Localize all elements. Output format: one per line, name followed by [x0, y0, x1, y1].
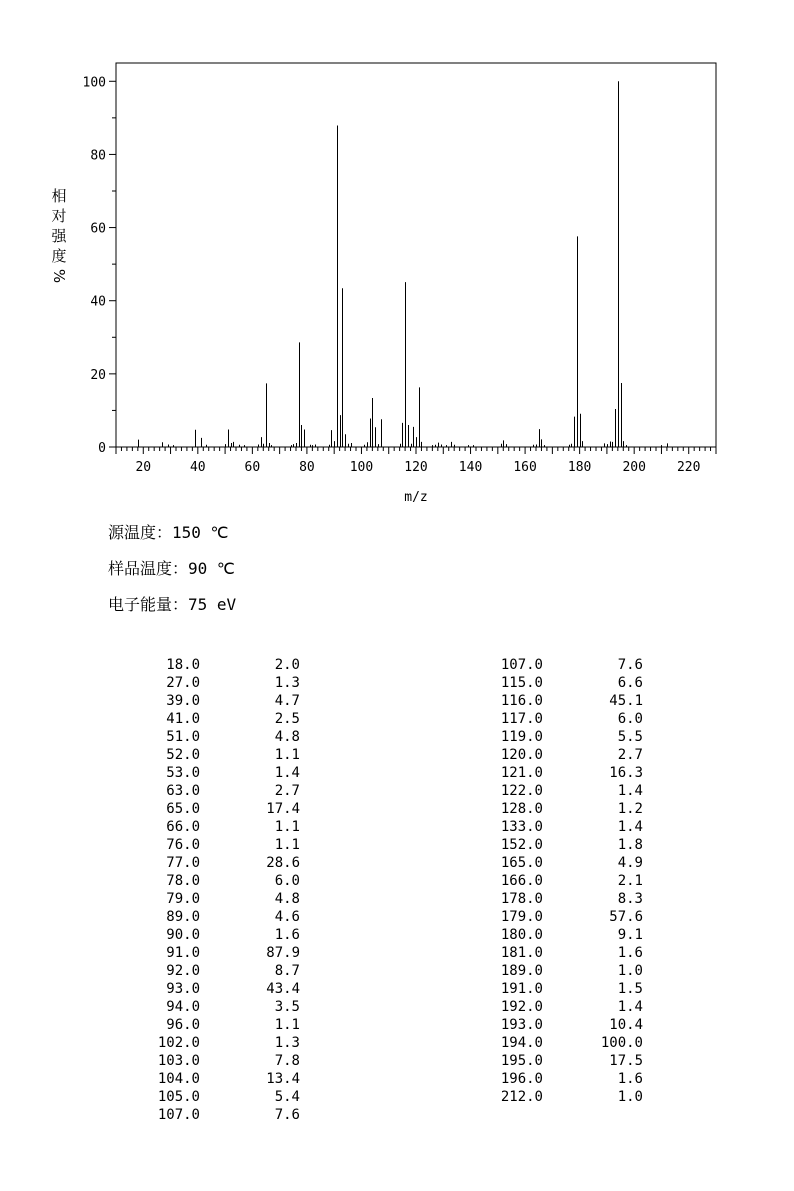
- peak-abundance: 8.3: [617, 891, 643, 907]
- peak-table-row: [493, 1034, 643, 1052]
- peak-table-row: [493, 836, 643, 854]
- electron-energy-value: 75 eV: [188, 595, 237, 614]
- y-tick-label: 100: [82, 75, 106, 91]
- peak-abundance: 1.4: [274, 765, 300, 781]
- peak-table-row: [150, 998, 300, 1016]
- peak-mz: 77.0: [166, 855, 200, 871]
- peak-table-row: [493, 656, 643, 674]
- peak-mz: 41.0: [166, 711, 200, 727]
- x-tick-label: 120: [404, 460, 428, 475]
- peak-mz: 122.0: [500, 783, 543, 799]
- peak-abundance: 5.4: [274, 1089, 300, 1105]
- peak-table-row: [150, 692, 300, 710]
- peak-table-row: [493, 998, 643, 1016]
- peak-table-row: [493, 944, 643, 962]
- x-tick-label: 140: [458, 460, 483, 475]
- peak-mz: 103.0: [157, 1053, 200, 1069]
- plot-frame: [116, 63, 716, 447]
- peak-mz: 115.0: [500, 675, 543, 691]
- sample-temperature-value: 90 ℃: [188, 559, 235, 578]
- peak-mz: 128.0: [500, 801, 543, 817]
- peak-table-row: [493, 800, 643, 818]
- y-tick-label: 20: [90, 367, 106, 383]
- peak-mz: 212.0: [500, 1089, 543, 1105]
- peak-table-row: [493, 1052, 643, 1070]
- peak-table-row: [493, 926, 643, 944]
- peak-mz: 178.0: [500, 891, 543, 907]
- peak-mz: 76.0: [166, 837, 200, 853]
- peak-table-row: [150, 854, 300, 872]
- peak-mz: 96.0: [166, 1017, 200, 1033]
- y-axis-label-char: 强: [51, 227, 67, 245]
- peak-mz: 189.0: [500, 963, 543, 979]
- peak-table-row: [493, 854, 643, 872]
- peak-table-row: [150, 836, 300, 854]
- peak-abundance: 17.4: [266, 801, 300, 817]
- peak-table-left: [150, 656, 300, 1124]
- source-temperature-label: 源温度：: [108, 523, 173, 542]
- peak-mz: 116.0: [500, 693, 543, 709]
- peak-mz: 180.0: [500, 927, 543, 943]
- peak-abundance: 2.5: [274, 711, 300, 727]
- peak-mz: 121.0: [500, 765, 543, 781]
- peak-mz: 79.0: [166, 891, 200, 907]
- peak-table-row: [493, 1070, 643, 1088]
- peak-table-row: [150, 728, 300, 746]
- peak-table-row: [493, 872, 643, 890]
- peak-mz: 181.0: [500, 945, 543, 961]
- peak-abundance: 28.6: [266, 855, 300, 871]
- peak-mz: 152.0: [500, 837, 543, 853]
- peak-abundance: 4.7: [274, 693, 300, 709]
- y-axis-label-char: 对: [51, 207, 67, 225]
- peak-abundance: 2.1: [617, 873, 643, 889]
- peak-mz: 104.0: [157, 1071, 200, 1087]
- peak-mz: 93.0: [166, 981, 200, 997]
- peak-abundance: 5.5: [617, 729, 643, 745]
- peak-abundance: 6.0: [274, 873, 300, 889]
- x-tick-label: 180: [567, 460, 592, 475]
- peak-table-row: [493, 1088, 643, 1106]
- peak-mz: 133.0: [500, 819, 543, 835]
- peak-table-row: [493, 1016, 643, 1034]
- peak-table-row: [493, 710, 643, 728]
- x-tick-label: 160: [513, 460, 537, 475]
- peak-abundance: 7.6: [617, 657, 643, 673]
- peak-abundance: 1.6: [274, 927, 300, 943]
- y-tick-label: 60: [90, 221, 106, 237]
- source-temperature-value: 150 ℃: [172, 523, 229, 542]
- peak-abundance: 1.4: [617, 783, 643, 799]
- peak-table-row: [493, 890, 643, 908]
- peak-abundance: 1.4: [617, 819, 643, 835]
- peak-abundance: 1.0: [617, 1089, 643, 1105]
- peak-table-row: [150, 710, 300, 728]
- peak-abundance: 9.1: [617, 927, 643, 943]
- peak-abundance: 10.4: [609, 1017, 643, 1033]
- x-tick-label: 200: [622, 460, 646, 475]
- peak-abundance: 4.8: [274, 891, 300, 907]
- peak-table-row: [493, 908, 643, 926]
- peak-abundance: 7.6: [274, 1107, 300, 1123]
- peak-abundance: 1.5: [617, 981, 643, 997]
- peak-mz: 53.0: [166, 765, 200, 781]
- peak-abundance: 4.9: [617, 855, 643, 871]
- peak-bars: [139, 81, 668, 447]
- x-tick-label: 60: [244, 460, 261, 475]
- peak-mz: 196.0: [500, 1071, 543, 1087]
- peak-table-row: [493, 746, 643, 764]
- peak-mz: 179.0: [500, 909, 543, 925]
- peak-abundance: 8.7: [274, 963, 300, 979]
- axes: [83, 63, 716, 505]
- peak-mz: 120.0: [500, 747, 543, 763]
- y-tick-label: 40: [90, 294, 106, 310]
- peak-mz: 18.0: [166, 657, 200, 673]
- peak-table-row: [493, 962, 643, 980]
- peak-abundance: 1.1: [274, 747, 300, 763]
- peak-abundance: 87.9: [266, 945, 300, 961]
- peak-mz: 92.0: [166, 963, 200, 979]
- peak-table-row: [150, 872, 300, 890]
- peak-table-row: [150, 656, 300, 674]
- peak-mz: 117.0: [500, 711, 543, 727]
- peak-table-row: [493, 782, 643, 800]
- peak-abundance: 1.3: [274, 675, 300, 691]
- y-tick-label: 0: [98, 441, 106, 456]
- peak-mz: 27.0: [166, 675, 200, 691]
- peak-abundance: 1.0: [617, 963, 643, 979]
- peak-abundance: 1.6: [617, 1071, 643, 1087]
- peak-abundance: 1.6: [617, 945, 643, 961]
- peak-table-row: [150, 1070, 300, 1088]
- peak-table-row: [150, 926, 300, 944]
- peak-table-row: [150, 962, 300, 980]
- peak-mz: 39.0: [166, 693, 200, 709]
- x-tick-label: 80: [299, 460, 315, 475]
- peak-mz: 193.0: [500, 1017, 543, 1033]
- peak-mz: 94.0: [166, 999, 200, 1015]
- peak-table-row: [493, 674, 643, 692]
- peak-mz: 52.0: [166, 747, 200, 763]
- x-tick-label: 220: [676, 460, 701, 475]
- peak-abundance: 4.8: [274, 729, 300, 745]
- peak-mz: 51.0: [166, 729, 200, 745]
- peak-mz: 119.0: [500, 729, 543, 745]
- y-axis-label-char: 度: [51, 247, 67, 265]
- peak-mz: 191.0: [500, 981, 543, 997]
- x-axis-label: m/z: [404, 490, 428, 505]
- peak-table-row: [150, 890, 300, 908]
- peak-abundance: 45.1: [609, 693, 643, 709]
- peak-mz: 195.0: [500, 1053, 543, 1069]
- y-tick-label: 80: [90, 148, 106, 164]
- peak-mz: 66.0: [166, 819, 200, 835]
- peak-table-row: [150, 1034, 300, 1052]
- peak-mz: 105.0: [157, 1089, 200, 1105]
- peak-abundance: 7.8: [274, 1053, 300, 1069]
- peak-table-row: [150, 944, 300, 962]
- peak-mz: 89.0: [166, 909, 200, 925]
- peak-abundance: 1.1: [274, 1017, 300, 1033]
- peak-table-row: [150, 800, 300, 818]
- peak-abundance: 1.1: [274, 819, 300, 835]
- y-axis-label: [46, 186, 72, 286]
- peak-abundance: 100.0: [600, 1035, 643, 1051]
- y-axis-label-percent: %: [50, 268, 68, 284]
- sample-temperature-label: 样品温度：: [108, 559, 189, 578]
- peak-abundance: 57.6: [609, 909, 643, 925]
- peak-mz: 91.0: [166, 945, 200, 961]
- peak-abundance: 4.6: [274, 909, 300, 925]
- peak-mz: 166.0: [500, 873, 543, 889]
- peak-table-row: [150, 746, 300, 764]
- peak-mz: 107.0: [500, 657, 543, 673]
- x-tick-label: 100: [349, 460, 374, 475]
- peak-abundance: 2.0: [274, 657, 300, 673]
- electron-energy-label: 电子能量：: [108, 595, 189, 614]
- peak-abundance: 1.1: [274, 837, 300, 853]
- peak-mz: 90.0: [166, 927, 200, 943]
- peak-abundance: 2.7: [617, 747, 643, 763]
- peak-mz: 165.0: [500, 855, 543, 871]
- peak-abundance: 1.8: [617, 837, 643, 853]
- peak-abundance: 6.6: [617, 675, 643, 691]
- peak-mz: 78.0: [166, 873, 200, 889]
- peak-table-row: [150, 674, 300, 692]
- peak-table-row: [493, 818, 643, 836]
- peak-table-row: [493, 764, 643, 782]
- electron-energy: [108, 592, 236, 615]
- peak-table-row: [150, 1106, 300, 1124]
- peak-table-row: [150, 764, 300, 782]
- peak-table-row: [493, 728, 643, 746]
- peak-abundance: 16.3: [609, 765, 643, 781]
- peak-abundance: 6.0: [617, 711, 643, 727]
- peak-table-row: [150, 980, 300, 998]
- x-tick-label: 40: [189, 460, 206, 475]
- peak-mz: 107.0: [157, 1107, 200, 1123]
- peak-table-row: [493, 980, 643, 998]
- peak-abundance: 13.4: [266, 1071, 300, 1087]
- sample-temperature: [108, 556, 235, 579]
- y-axis-label-char: 相: [51, 187, 67, 205]
- peak-abundance: 1.2: [617, 801, 643, 817]
- peak-table-row: [150, 1052, 300, 1070]
- peak-abundance: 2.7: [274, 783, 300, 799]
- peak-mz: 102.0: [157, 1035, 200, 1051]
- peak-table-row: [150, 782, 300, 800]
- peak-mz: 194.0: [500, 1035, 543, 1051]
- peak-abundance: 1.4: [617, 999, 643, 1015]
- x-tick-label: 20: [135, 460, 152, 475]
- peak-table-row: [150, 1088, 300, 1106]
- peak-table-row: [150, 908, 300, 926]
- mass-spectrum-chart: [0, 0, 794, 520]
- peak-abundance: 43.4: [266, 981, 300, 997]
- peak-abundance: 3.5: [274, 999, 300, 1015]
- peak-abundance: 17.5: [609, 1053, 643, 1069]
- peak-table-row: [150, 1016, 300, 1034]
- source-temperature: [108, 520, 229, 543]
- peak-mz: 65.0: [166, 801, 200, 817]
- peak-abundance: 1.3: [274, 1035, 300, 1051]
- peak-mz: 63.0: [166, 783, 200, 799]
- peak-table-row: [150, 818, 300, 836]
- peak-table-row: [493, 692, 643, 710]
- peak-table-right: [493, 656, 643, 1106]
- peak-mz: 192.0: [500, 999, 543, 1015]
